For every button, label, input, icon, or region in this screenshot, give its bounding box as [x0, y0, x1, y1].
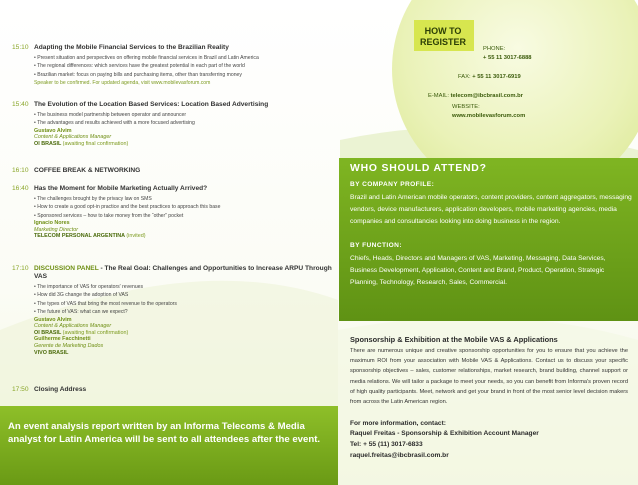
speaker-role: Gerente de Marketing Dados [34, 343, 104, 349]
phone-label: PHONE: [483, 46, 506, 52]
register-title-line1: HOW TO [424, 26, 462, 36]
session-title: Closing Address [34, 386, 87, 393]
session-bullet: • Brazilian market: focus on paying bills and purchasing items, other than transferring money [34, 71, 334, 79]
register-title [414, 26, 472, 48]
speaker-org [34, 141, 334, 148]
speaker-company: TELECOM PERSONAL ARGENTINA [34, 233, 125, 240]
sponsorship-text: There are numerous unique and creative sponsorship opportunities for you to ensure that you achieve the maximum ROI from your association with Mobile VAS & Applications. Contact us to discuss your specific sponsorship objectives – sales, customer relationships, market research, brand building, channel support or media relations. We will tailor a package to meet your needs, so you can benefit from Informa's proven record of high quality participants. Meet, network and get your brand in front of the most senior level decision makers from across the Latin American region. [350, 348, 628, 406]
agenda-link-note[interactable]: Speaker to be confirmed. For updated agenda, visit www.mobilevasforum.com [34, 80, 211, 87]
function-text: Chiefs, Heads, Directors and Managers of VAS, Marketing, Messaging, Data Services, Business Development, Application, Content and Brand, Product, Operation, Strategic Planning, Technology, Research, Sales, Commercial. [350, 255, 606, 286]
session-bullet: • The regional differences: which services have the greatest potential in each part of the world [34, 62, 334, 70]
fax-row [458, 74, 521, 80]
register-title-line2: REGISTER [419, 37, 466, 47]
session-bullet: • Present situation and perspectives on offering mobile financial services in Brazil and Latin America [34, 54, 334, 62]
speaker-role: Marketing Director [34, 226, 79, 233]
session-time: 15:10 [12, 44, 29, 51]
session-title: Adapting the Mobile Financial Services to the Brazilian Reality [34, 44, 229, 51]
panel-label: DISCUSSION PANEL [34, 265, 99, 272]
more-info-label: For more information, contact: [350, 420, 446, 427]
profile-heading: BY COMPANY PROFILE: [350, 181, 435, 188]
speaker-company: OI BRASIL [34, 141, 62, 147]
speaker-org [34, 233, 334, 240]
speaker-status: (invited) [126, 233, 146, 240]
contact-name: Raquel Freitas - Sponsorship & Exhibition Account Manager [350, 430, 539, 437]
speaker-name: Gustavo Alvim [34, 316, 72, 323]
session-title: Has the Moment for Mobile Marketing Actually Arrived? [34, 185, 208, 192]
speaker-role: Content & Applications Manager [34, 134, 112, 141]
email-link[interactable]: telecom@ibcbrasil.com.br [450, 93, 523, 99]
report-banner [0, 406, 338, 485]
attend-title: WHO SHOULD ATTEND? [350, 163, 487, 174]
profile-text: Brazil and Latin American mobile operators, content providers, content aggregators, messaging vendors, device manufacturers, application developers, mobile marketing agencies, media companies and consultancies looking into doing business in the region. [350, 194, 632, 225]
contact-email[interactable]: raquel.freitas@ibcbrasil.com.br [350, 452, 449, 459]
email-label: E-MAIL: [428, 93, 449, 99]
session-time: 16:10 [12, 167, 29, 174]
speaker-role: Content & Applications Manager [34, 323, 112, 330]
speaker-name: Gustavo Alvim [34, 127, 72, 134]
session-time: 15:40 [12, 101, 29, 108]
session-title: - The Real Goal: Challenges and Opportunities to Increase ARPU Through VAS [34, 265, 332, 280]
speaker-company: OI BRASIL [34, 329, 62, 336]
session-bullet: • How to create a good opt-in practice and the best practices to approach this base [34, 203, 334, 211]
fax-value: + 55 11 3017-6919 [472, 74, 521, 80]
session-bullet: • The challenges brought by the privacy law on SMS [34, 195, 334, 203]
session-bullet: • How did 3G change the adoption of VAS [34, 291, 334, 299]
session-title: The Evolution of the Location Based Services: Location Based Advertising [34, 101, 269, 108]
session-time: 16:40 [12, 185, 29, 192]
website-label: WEBSITE: [452, 104, 480, 110]
speaker-name: Ignacio Nores [34, 220, 70, 227]
function-heading: BY FUNCTION: [350, 242, 402, 249]
speaker-status: (awaiting final confirmation) [62, 141, 129, 147]
speaker-name: Guilherme Facchinetti [34, 336, 91, 343]
session-title: COFFEE BREAK & NETWORKING [34, 167, 141, 174]
website-link[interactable]: www.mobilevasforum.com [452, 113, 526, 119]
phone-value: + 55 11 3017-6888 [483, 55, 532, 61]
session-time: 17:10 [12, 265, 29, 272]
speaker-status: (awaiting final confirmation) [62, 329, 129, 336]
session-bullet: • The types of VAS that bring the most revenue to the operators [34, 300, 334, 308]
email-row [428, 93, 523, 99]
sponsorship-title: Sponsorship & Exhibition at the Mobile VAS & Applications [350, 335, 558, 344]
banner-text: An event analysis report written by an Informa Telecoms & Media analyst for Latin America will be sent to all attendees after the event. [8, 421, 321, 445]
fax-label: FAX: [458, 74, 471, 80]
session-bullet: • The future of VAS: what can we expect? [34, 308, 334, 316]
session-bullet: • The importance of VAS for operators' revenues [34, 283, 334, 291]
speaker-org [34, 330, 334, 337]
session-time: 17:50 [12, 386, 29, 393]
contact-tel[interactable]: Tel: + 55 (11) 3017-6833 [350, 441, 423, 448]
speaker-company: VIVO BRASIL [34, 349, 69, 356]
session-bullet: • Sponsored services – how to take money from the “other” pocket [34, 212, 334, 220]
session-bullet: • The business model partnership between operator and announcer [34, 111, 334, 119]
session-bullet: • The advantages and results achieved with a more focused advertising [34, 119, 334, 127]
